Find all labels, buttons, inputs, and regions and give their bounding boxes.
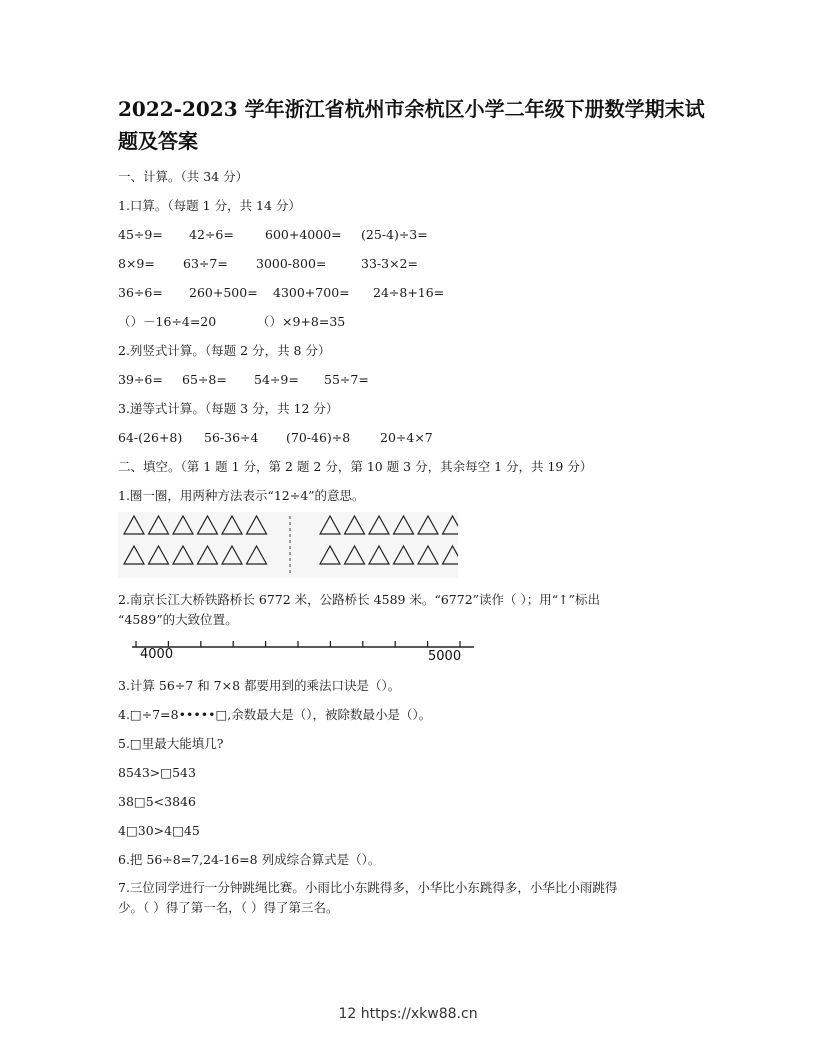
- number-line-graphic: [128, 640, 478, 666]
- number-line-end-label: 5000: [428, 649, 462, 664]
- fill-question-7-line-2: 少。（ ）得了第一名，（ ）得了第三名。: [118, 900, 339, 915]
- fill-question-2-line-2: “4589”的大致位置。: [118, 612, 238, 627]
- fill-question-5-item-3: 4□30>4□45: [118, 823, 200, 838]
- triangle-shape: [247, 546, 267, 564]
- triangle-shape: [149, 546, 169, 564]
- oral-item: 63÷7=: [183, 256, 228, 271]
- section-1-heading: 一、计算。（共 34 分）: [118, 169, 249, 184]
- fill-equation: （）－16÷4=20: [118, 314, 217, 329]
- vertical-item: 65÷8=: [182, 372, 227, 387]
- triangle-shape: [222, 516, 242, 534]
- triangle-shape: [198, 546, 218, 564]
- fill-question-5: 5.□里最大能填几?: [118, 736, 224, 751]
- oral-item: 24÷8+16=: [373, 285, 445, 300]
- triangle-shape: [247, 516, 267, 534]
- triangle-shape: [345, 546, 365, 564]
- number-line: [128, 640, 478, 666]
- fill-equation: （）×9+8=35: [257, 314, 346, 329]
- triangle-shape: [320, 516, 340, 534]
- page-title: 2022-2023 学年浙江省杭州市余杭区小学二年级下册数学期末试题及答案: [118, 97, 705, 153]
- triangle-shape: [418, 516, 438, 534]
- oral-item: 3000-800=: [256, 256, 327, 271]
- fill-question-5-item-2: 38□5<3846: [118, 794, 196, 809]
- triangle-shape: [443, 516, 459, 534]
- vertical-calc-row: [118, 371, 369, 389]
- number-line-start-label: 4000: [140, 647, 174, 662]
- section-2-heading: 二、填空。（第 1 题 1 分，第 2 题 2 分，第 10 题 3 分，其余每空 1 分，共 19 分）: [118, 459, 593, 474]
- oral-item: 600+4000=: [265, 227, 342, 242]
- stepwise-item: 20÷4×7: [380, 430, 433, 445]
- stepwise-item: 64-(26+8): [118, 430, 183, 445]
- fill-question-4: 4.□÷7=8•••••□,余数最大是（），被除数最小是（）。: [118, 707, 432, 722]
- stepwise-calc-row: [118, 429, 433, 447]
- triangle-shape: [198, 516, 218, 534]
- triangle-shape: [345, 516, 365, 534]
- triangles-illustration: [118, 512, 458, 578]
- triangle-shape: [394, 546, 414, 564]
- oral-item: 8×9=: [118, 256, 155, 271]
- triangle-shape: [124, 546, 144, 564]
- vertical-item: 54÷9=: [254, 372, 299, 387]
- triangle-shape: [320, 546, 340, 564]
- oral-item: 33-3×2=: [361, 256, 418, 271]
- triangle-shape: [443, 546, 459, 564]
- fill-question-1: 1.圈一圈，用两种方法表示“12÷4”的意思。: [118, 488, 365, 503]
- triangle-shape: [394, 516, 414, 534]
- page-footer: 12 https://xkw88.cn: [338, 1006, 478, 1022]
- triangle-shape: [369, 516, 389, 534]
- oral-item: 42÷6=: [189, 227, 234, 242]
- vertical-item: 55÷7=: [324, 372, 369, 387]
- oral-row-1: [118, 226, 428, 244]
- triangle-shape: [369, 546, 389, 564]
- stepwise-item: (70-46)÷8: [286, 430, 351, 445]
- fill-question-2-line-1: 2.南京长江大桥铁路桥长 6772 米，公路桥长 4589 米。“6772”读作（ ）；用“↑”标出: [118, 592, 601, 607]
- oral-item: 260+500=: [189, 285, 258, 300]
- oral-row-2: [118, 255, 418, 273]
- triangle-shape: [124, 516, 144, 534]
- question-3-heading: 3.递等式计算。（每题 3 分，共 12 分）: [118, 401, 339, 416]
- triangle-shape: [173, 516, 193, 534]
- triangle-shape: [173, 546, 193, 564]
- triangle-groups-figure: [118, 512, 458, 578]
- fill-equation-row: [118, 313, 345, 331]
- oral-row-3: [118, 284, 444, 302]
- vertical-item: 39÷6=: [118, 372, 163, 387]
- fill-question-5-item-1: 8543>□543: [118, 765, 196, 780]
- oral-item: 45÷9=: [118, 227, 163, 242]
- triangle-shape: [418, 546, 438, 564]
- oral-item: 4300+700=: [273, 285, 350, 300]
- fill-question-6: 6.把 56÷8=7,24-16=8 列成综合算式是（）。: [118, 852, 381, 867]
- question-1-heading: 1.口算。（每题 1 分，共 14 分）: [118, 198, 301, 213]
- stepwise-item: 56-36÷4: [204, 430, 259, 445]
- oral-item: 36÷6=: [118, 285, 163, 300]
- triangle-shape: [222, 546, 242, 564]
- triangle-shape: [149, 516, 169, 534]
- question-2-heading: 2.列竖式计算。（每题 2 分，共 8 分）: [118, 343, 331, 358]
- oral-item: (25-4)÷3=: [361, 227, 428, 242]
- fill-question-3: 3.计算 56÷7 和 7×8 都要用到的乘法口诀是（）。: [118, 678, 401, 693]
- fill-question-7-line-1: 7.三位同学进行一分钟跳绳比赛。小雨比小东跳得多，小华比小东跳得多，小华比小雨跳得: [118, 880, 618, 895]
